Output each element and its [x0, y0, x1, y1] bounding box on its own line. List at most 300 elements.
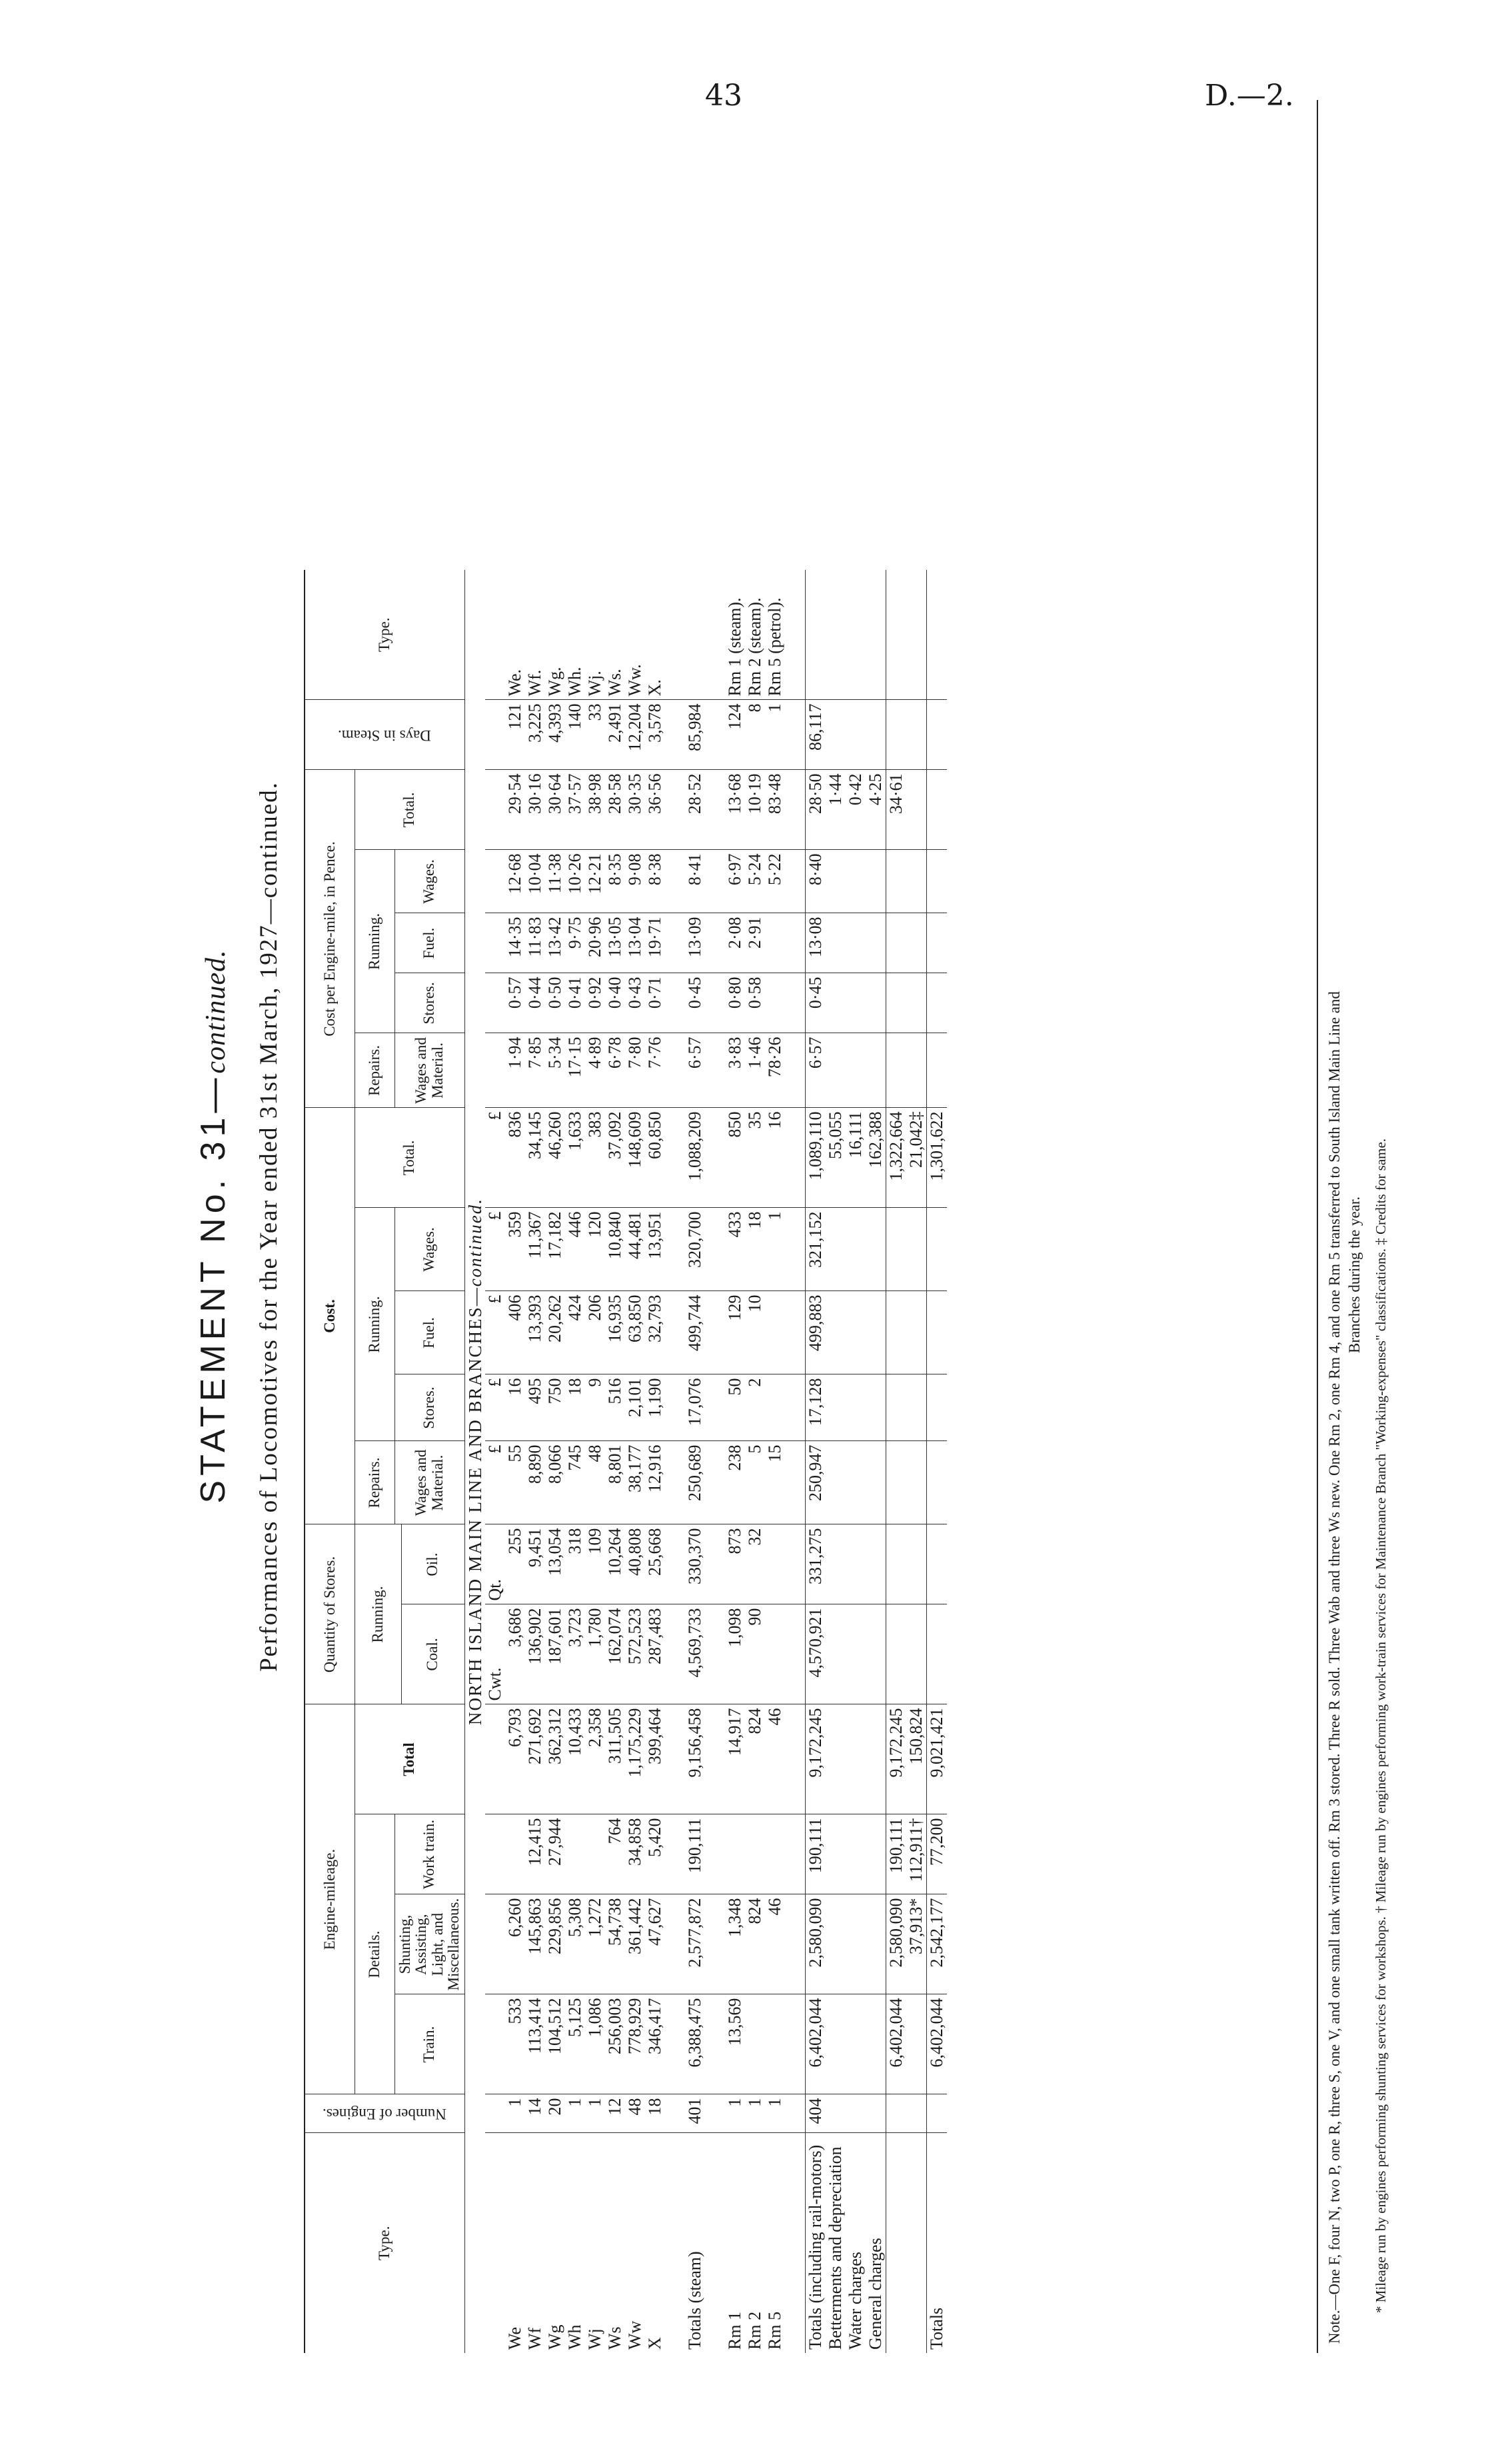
table-cell	[805, 570, 826, 700]
table-cell: 3,225	[525, 700, 545, 770]
table-cell: 229,856	[545, 1894, 565, 1994]
table-cell: 2·91	[745, 913, 765, 973]
table-cell: 6,402,044	[805, 1994, 826, 2094]
col-type: Type.	[305, 2133, 464, 2353]
table-cell: 572,523	[625, 1604, 645, 1704]
col-oil: Oil.	[401, 1524, 464, 1604]
table-cell: 162,388	[866, 1108, 886, 1208]
table-cell	[765, 1291, 785, 1374]
col-quantity-stores: Quantity of Stores.	[305, 1524, 355, 1704]
table-cell: 35	[745, 1108, 765, 1208]
table-cell: 362,312	[545, 1704, 565, 1814]
table-cell: 1,348	[725, 1894, 745, 1994]
col-cost-fuel: Fuel.	[394, 1291, 464, 1374]
table-cell: 404	[805, 2094, 826, 2133]
table-cell: 190,111	[886, 1814, 906, 1894]
table-cell: 55	[505, 1441, 525, 1524]
table-cell: 9·08	[625, 850, 645, 913]
table-cell: 20,262	[545, 1291, 565, 1374]
table-cell: Rm 2 (steam).	[744, 597, 764, 697]
table-cell: 13·08	[805, 913, 826, 973]
table-cell: 14	[525, 2094, 545, 2133]
table-cell: 11·38	[545, 850, 565, 913]
col-cost-total: Total.	[355, 1108, 464, 1208]
table-cell: 112,911†	[906, 1814, 927, 1894]
table-cell	[765, 913, 785, 973]
table-cell: 77,200	[926, 1814, 947, 1894]
table-cell: 30·64	[545, 770, 565, 850]
table-cell: 20·96	[585, 913, 605, 973]
loco-row	[625, 570, 645, 2353]
table-cell: 1,322,664	[886, 1108, 906, 1208]
table-cell: 10,264	[605, 1524, 625, 1604]
table-cell: 46	[765, 1894, 785, 1994]
table-cell: 11,367	[525, 1208, 545, 1291]
table-cell: 1·44	[826, 770, 846, 850]
statement-subtitle: Performances of Locomotives for the Year ended 31st March, 1927—continued.	[255, 781, 283, 1672]
table-cell: 9,021,421	[926, 1704, 947, 1814]
table-cell: 8,801	[605, 1441, 625, 1524]
table-cell: 17,182	[545, 1208, 565, 1291]
table-cell: 145,863	[525, 1894, 545, 1994]
table-cell: 6,402,044	[926, 1994, 947, 2094]
table-cell: 6,388,475	[685, 1994, 705, 2094]
table-cell: 129	[725, 1291, 745, 1374]
table-cell: 331,275	[805, 1524, 826, 1604]
table-cell: 1·46	[745, 1033, 765, 1108]
table-cell: 7·80	[625, 1033, 645, 1108]
table-cell: 48	[585, 1441, 605, 1524]
table-cell: 9,451	[525, 1524, 545, 1604]
table-cell	[765, 1814, 785, 1894]
table-cell: 850	[725, 1108, 745, 1208]
table-cell: 44,481	[625, 1208, 645, 1291]
note-text-cont: Branches during the year.	[1346, 1196, 1363, 1353]
table-cell: 17·15	[565, 1033, 585, 1108]
table-cell: 8	[745, 700, 765, 770]
table-cell: 0·92	[585, 973, 605, 1033]
col-train: Train.	[394, 1994, 464, 2094]
table-cell: 10·19	[745, 770, 765, 850]
table-cell: 3,578	[645, 700, 665, 770]
table-cell: 320,700	[685, 1208, 705, 1291]
table-cell: 0·41	[565, 973, 585, 1033]
table-cell: 28·52	[685, 770, 705, 850]
table-cell: 1	[505, 2094, 525, 2133]
table-cell: 30·35	[625, 770, 645, 850]
table-cell: 1,272	[585, 1894, 605, 1994]
table-cell: 136,902	[525, 1604, 545, 1704]
col-cost-stores: Stores.	[394, 1374, 464, 1441]
section-row	[464, 570, 485, 2353]
table-cell: 1,175,229	[625, 1704, 645, 1814]
table-cell: 287,483	[645, 1604, 665, 1704]
table-cell: 7·76	[645, 1033, 665, 1108]
table-cell: 32,793	[645, 1291, 665, 1374]
loco-row	[585, 570, 605, 2353]
table-cell: Wh	[565, 2133, 585, 2353]
table-cell: 18	[745, 1208, 765, 1291]
table-cell: 250,689	[685, 1441, 705, 1524]
table-cell: 0·45	[805, 973, 826, 1033]
col-cost-wages: Wages.	[394, 1208, 464, 1291]
table-cell: Wf	[525, 2133, 545, 2353]
table-cell: 0·58	[745, 973, 765, 1033]
table-cell: 359	[505, 1208, 525, 1291]
table-cell: 499,883	[805, 1291, 826, 1374]
table-cell: 0·80	[725, 973, 745, 1033]
table-cell: 12	[605, 2094, 625, 2133]
table-cell: 533	[505, 1994, 525, 2094]
table-cell: 8·35	[605, 850, 625, 913]
table-cell	[765, 973, 785, 1033]
table-cell: 2,358	[585, 1704, 605, 1814]
table-cell: 60,850	[645, 1108, 665, 1208]
table-cell: 6,793	[505, 1704, 525, 1814]
col-days-steam: Days in Steam.	[305, 700, 464, 770]
table-cell: 120	[585, 1208, 605, 1291]
table-cell: 1,780	[585, 1604, 605, 1704]
table-cell: 824	[745, 1704, 765, 1814]
table-cell: 11·83	[525, 913, 545, 973]
unit-coal: Cwt.	[485, 1604, 505, 1704]
table-cell: 255	[505, 1524, 525, 1604]
table-cell: 5,420	[645, 1814, 665, 1894]
table-cell	[745, 1994, 765, 2094]
table-cell: 8·38	[645, 850, 665, 913]
table-cell: We	[505, 2133, 525, 2353]
table-cell: 238	[725, 1441, 745, 1524]
table-cell: 47,627	[645, 1894, 665, 1994]
table-cell: 12·68	[505, 850, 525, 913]
table-cell: 17,128	[805, 1374, 826, 1441]
spacer-row	[785, 570, 806, 2353]
table-cell: 0·50	[545, 973, 565, 1033]
table-cell: 1,098	[725, 1604, 745, 1704]
table-cell: 18	[645, 2094, 665, 2133]
table-cell: 4·25	[866, 770, 886, 850]
page-number: 43	[705, 79, 742, 113]
table-cell: 1,088,209	[685, 1108, 705, 1208]
table-cell: 85,984	[685, 700, 705, 770]
table-cell: 10·26	[565, 850, 585, 913]
unit-money: £	[485, 1208, 505, 1291]
table-cell: 406	[505, 1291, 525, 1374]
table-cell: 4,570,921	[805, 1604, 826, 1704]
table-cell: 346,417	[645, 1994, 665, 2094]
table-cell: 5·34	[545, 1033, 565, 1108]
table-cell: 9,156,458	[685, 1704, 705, 1814]
table-cell: 0·42	[846, 770, 866, 850]
col-shunting: Shunting, Assisting, Light, and Miscellaneous.	[394, 1894, 464, 1994]
loco-row	[505, 570, 525, 2353]
table-cell: 2,580,090	[805, 1894, 826, 1994]
table-cell: 54,738	[605, 1894, 625, 1994]
table-cell: 6·57	[685, 1033, 705, 1108]
table-cell: 2,491	[605, 700, 625, 770]
table-cell: 5·22	[765, 850, 785, 913]
table-cell: 13·05	[605, 913, 625, 973]
table-cell: 187,601	[545, 1604, 565, 1704]
col-pence-running: Running.	[355, 850, 394, 1033]
table-cell: 50	[725, 1374, 745, 1441]
railmotor-row	[725, 570, 745, 2353]
table-cell: 27,944	[545, 1814, 565, 1894]
table-cell: 446	[565, 1208, 585, 1291]
table-cell: 20	[545, 2094, 565, 2133]
col-coal: Coal.	[401, 1604, 464, 1704]
table-cell: 836	[505, 1108, 525, 1208]
spacer-row	[705, 570, 725, 2353]
table-cell: 499,744	[685, 1291, 705, 1374]
unit-money: £	[485, 1291, 505, 1374]
charge-row	[826, 570, 846, 2353]
loco-row	[605, 570, 625, 2353]
table-cell: 399,464	[645, 1704, 665, 1814]
table-cell: 13,393	[525, 1291, 545, 1374]
table-cell: Ww	[625, 2133, 645, 2353]
table-cell: 14·35	[505, 913, 525, 973]
table-cell: 3·83	[725, 1033, 745, 1108]
table-cell: 46,260	[545, 1108, 565, 1208]
charge-row	[866, 570, 886, 2353]
table-cell: 1·94	[505, 1033, 525, 1108]
table-cell: 7·85	[525, 1033, 545, 1108]
table-cell: 401	[685, 2094, 705, 2133]
table-cell: 0·43	[625, 973, 645, 1033]
table-cell: 383	[585, 1108, 605, 1208]
table-cell: Wf.	[524, 669, 544, 697]
table-cell: Totals (including rail-motors)	[805, 2133, 826, 2353]
table-cell: 4,569,733	[685, 1604, 705, 1704]
spacer-row	[665, 570, 685, 2353]
col-type-right: Type.	[305, 570, 464, 700]
totals-incl-row	[805, 570, 826, 2353]
table-cell: 37·57	[565, 770, 585, 850]
table-cell: 2	[745, 1374, 765, 1441]
table-cell: 36·56	[645, 770, 665, 850]
table-cell: 34,858	[625, 1814, 645, 1894]
table-cell: Betterments and depreciation	[826, 2133, 846, 2353]
table-cell	[765, 1604, 785, 1704]
table-cell: 745	[565, 1441, 585, 1524]
table-cell: 12,916	[645, 1441, 665, 1524]
table-cell: We.	[504, 669, 524, 697]
table-cell: 15	[765, 1441, 785, 1524]
totals-steam-row	[685, 570, 705, 2353]
table-cell: 9	[585, 1374, 605, 1441]
table-cell: 21,042‡	[906, 1108, 927, 1208]
table-cell: 38,177	[625, 1441, 645, 1524]
table-cell: 18	[565, 1374, 585, 1441]
table-cell: Rm 5 (petrol).	[764, 597, 784, 697]
loco-row	[545, 570, 565, 2353]
table-cell: 4·89	[585, 1033, 605, 1108]
table-cell: 6,260	[505, 1894, 525, 1994]
page-reference: D.—2.	[1205, 79, 1294, 113]
table-cell: 162,074	[605, 1604, 625, 1704]
table-cell: 8,890	[525, 1441, 545, 1524]
table-cell: 0·57	[505, 973, 525, 1033]
table-cell: 256,003	[605, 1994, 625, 2094]
table-cell: 16	[765, 1108, 785, 1208]
table-cell: 38·98	[585, 770, 605, 850]
table-cell: General charges	[866, 2133, 886, 2353]
table-cell: 1	[765, 700, 785, 770]
table-cell: 1	[765, 1208, 785, 1291]
table-cell: 10,433	[565, 1704, 585, 1814]
table-cell: 13·68	[725, 770, 745, 850]
table-cell: Ws	[605, 2133, 625, 2353]
table-cell: 9,172,245	[805, 1704, 826, 1814]
table-cell: 2,542,177	[926, 1894, 947, 1994]
col-repairs: Repairs.	[355, 1441, 394, 1524]
table-cell	[585, 1814, 605, 1894]
table-cell: Rm 1	[725, 2133, 745, 2353]
deduction-row	[906, 570, 927, 2353]
table-cell: 0·71	[645, 973, 665, 1033]
col-pence-stores: Stores.	[394, 973, 464, 1033]
loco-row	[525, 570, 545, 2353]
table-cell: 78·26	[765, 1033, 785, 1108]
table-cell: 0·45	[685, 973, 705, 1033]
table-cell: 3,686	[505, 1604, 525, 1704]
table-cell: Wj.	[584, 671, 604, 697]
table-cell: 46	[765, 1704, 785, 1814]
table-cell: 1,089,110	[805, 1108, 826, 1208]
col-pence-wages: Wages.	[394, 850, 464, 913]
table-cell: 1,190	[645, 1374, 665, 1441]
table-cell: 37,913*	[906, 1894, 927, 1994]
table-cell: 148,609	[625, 1108, 645, 1208]
table-cell: 40,808	[625, 1524, 645, 1604]
table-cell: 13,569	[725, 1994, 745, 2094]
table-cell: 13,951	[645, 1208, 665, 1291]
statement-title: STATEMENT No. 31—continued.	[194, 949, 233, 1504]
table-cell: 12·21	[585, 850, 605, 913]
table-cell: 250,947	[805, 1441, 826, 1524]
table-cell: 13·42	[545, 913, 565, 973]
col-work-train: Work train.	[394, 1814, 464, 1894]
table-cell: 83·48	[765, 770, 785, 850]
loco-row	[565, 570, 585, 2353]
table-cell: 206	[585, 1291, 605, 1374]
table-cell: 10	[745, 1291, 765, 1374]
table-cell: 2,101	[625, 1374, 645, 1441]
table-cell: 9·75	[565, 913, 585, 973]
table-cell: 271,692	[525, 1704, 545, 1814]
table-cell: 16,935	[605, 1291, 625, 1374]
table-cell: 13·04	[625, 913, 645, 973]
table-cell: 778,929	[625, 1994, 645, 2094]
unit-money: £	[485, 1374, 505, 1441]
col-stores-running: Running.	[355, 1524, 401, 1704]
table-cell: 29·54	[505, 770, 525, 850]
col-num-engines: Number of Engines.	[305, 2094, 464, 2133]
table-cell: 109	[585, 1524, 605, 1604]
table-cell: 30·16	[525, 770, 545, 850]
table-cell: 330,370	[685, 1524, 705, 1604]
col-cost-per-mile: Cost per Engine-mile, in Pence.	[305, 770, 355, 1108]
table-cell: 6·57	[805, 1033, 826, 1108]
table-cell: 750	[545, 1374, 565, 1441]
table-cell: 516	[605, 1374, 625, 1441]
table-cell: 2·08	[725, 913, 745, 973]
table-cell: 433	[725, 1208, 745, 1291]
col-pence-repairs: Repairs.	[355, 1033, 394, 1108]
table-cell: 1	[585, 2094, 605, 2133]
table-cell: Totals	[926, 2133, 947, 2353]
table-cell: 34,145	[525, 1108, 545, 1208]
table-cell	[685, 570, 705, 700]
table-cell: 9,172,245	[886, 1704, 906, 1814]
table-cell: 12,415	[525, 1814, 545, 1894]
table-cell: 2,580,090	[886, 1894, 906, 1994]
table-cell: 5,125	[565, 1994, 585, 2094]
table-cell: 2,577,872	[685, 1894, 705, 1994]
table-cell: Wj	[585, 2133, 605, 2353]
table-cell: 311,505	[605, 1704, 625, 1814]
table-body	[464, 570, 947, 2353]
railmotor-row	[765, 570, 785, 2353]
table-cell: 17,076	[685, 1374, 705, 1441]
table-cell: 86,117	[805, 700, 826, 770]
table-cell: 28·50	[805, 770, 826, 850]
table-cell: Rm 2	[745, 2133, 765, 2353]
table-cell: 1,301,622	[926, 1108, 947, 1208]
table-cell: 63,850	[625, 1291, 645, 1374]
notes-rule	[1317, 100, 1318, 2353]
table-cell: 5,308	[565, 1894, 585, 1994]
table-cell: Rm 5	[765, 2133, 785, 2353]
subtotal-row	[886, 570, 906, 2353]
table-cell: 8,066	[545, 1441, 565, 1524]
table-cell: 32	[745, 1524, 765, 1604]
col-mileage-total: Total	[355, 1704, 464, 1814]
table-cell: 190,111	[685, 1814, 705, 1894]
loco-row	[645, 570, 665, 2353]
col-cost-running: Running.	[355, 1208, 394, 1441]
section-title: NORTH ISLAND MAIN LINE AND BRANCHES—continued.	[464, 1198, 485, 1725]
table-cell: 16	[505, 1374, 525, 1441]
table-cell: 14,917	[725, 1704, 745, 1814]
col-pence-fuel: Fuel.	[394, 913, 464, 973]
table-cell: 1	[725, 2094, 745, 2133]
table-cell: 13·09	[685, 913, 705, 973]
table-cell: Wh.	[564, 667, 584, 697]
table-cell	[765, 1994, 785, 2094]
table-cell: X	[645, 2133, 665, 2353]
table-cell: 48	[625, 2094, 645, 2133]
table-cell: 19·71	[645, 913, 665, 973]
table-cell: 361,442	[625, 1894, 645, 1994]
table-cell: 5	[745, 1441, 765, 1524]
unit-money: £	[485, 1108, 505, 1208]
col-engine-mileage: Engine-mileage.	[305, 1704, 355, 2094]
table-cell: 12,204	[625, 700, 645, 770]
unit-oil: Qt.	[485, 1524, 505, 1604]
table-cell	[565, 1814, 585, 1894]
table-cell: 121	[505, 700, 525, 770]
table-cell: 1,086	[585, 1994, 605, 2094]
table-cell: 0·40	[605, 973, 625, 1033]
table-cell: 6·97	[725, 850, 745, 913]
table-cell: Rm 1 (steam).	[724, 597, 744, 697]
table-cell	[765, 1524, 785, 1604]
table-cell: 37,092	[605, 1108, 625, 1208]
table-cell: 424	[565, 1291, 585, 1374]
table-cell: 318	[565, 1524, 585, 1604]
